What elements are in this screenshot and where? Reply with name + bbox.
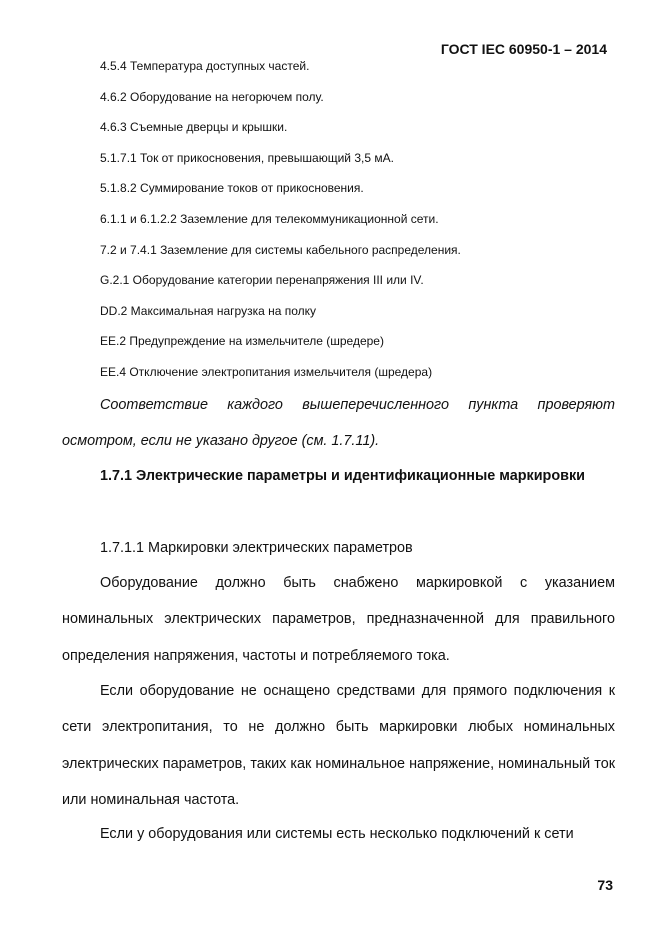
list-item: DD.2 Максимальная нагрузка на полку (100, 303, 317, 318)
list-item: EE.4 Отключение электропитания измельчителя (шредера) (100, 364, 433, 379)
list-item: EE.2 Предупреждение на измельчителе (шредере) (100, 334, 384, 349)
list-item: 5.1.7.1 Ток от прикосновения, превышающий 3,5 мА. (100, 150, 394, 165)
document-header: ГОСТ IEC 60950-1 – 2014 (440, 41, 607, 57)
list-item: 4.5.4 Температура доступных частей. (100, 59, 310, 73)
subsection-heading: 1.7.1.1 Маркировки электрических параметров (100, 540, 413, 556)
body-paragraph: Если оборудование не оснащено средствами для прямого подключения к сети электропитания, то не должно быть маркировки любых номинальных электрических параметров, таких как номинальное напряжение, номинальный ток или номинальная частота. (62, 683, 615, 808)
list-item: 7.2 и 7.4.1 Заземление для системы кабельного распределения. (100, 242, 461, 257)
page-number: 73 (597, 877, 613, 893)
body-paragraph: Оборудование должно быть снабжено маркировкой с указанием номинальных электрических параметров, предназначенной для правильного определения напряжения, частоты и потребляемого тока. (62, 575, 615, 664)
compliance-note: Соответствие каждого вышеперечисленного пункта проверяют осмотром, если не указано другое (см. 1.7.11). (62, 397, 615, 450)
list-item: 4.6.2 Оборудование на негорючем полу. (100, 89, 324, 104)
section-heading: 1.7.1 Электрические параметры и идентификационные маркировки (100, 468, 586, 484)
requirements-list (100, 58, 461, 395)
list-item: 4.6.3 Съемные дверцы и крышки. (100, 120, 288, 135)
list-item: 6.1.1 и 6.1.2.2 Заземление для телекоммуникационной сети. (100, 211, 439, 226)
body-paragraph: Если у оборудования или системы есть несколько подключений к сети (100, 826, 574, 842)
list-item: 5.1.8.2 Суммирование токов от прикосновения. (100, 181, 364, 196)
list-item: G.2.1 Оборудование категории перенапряжения III или IV. (100, 273, 424, 288)
